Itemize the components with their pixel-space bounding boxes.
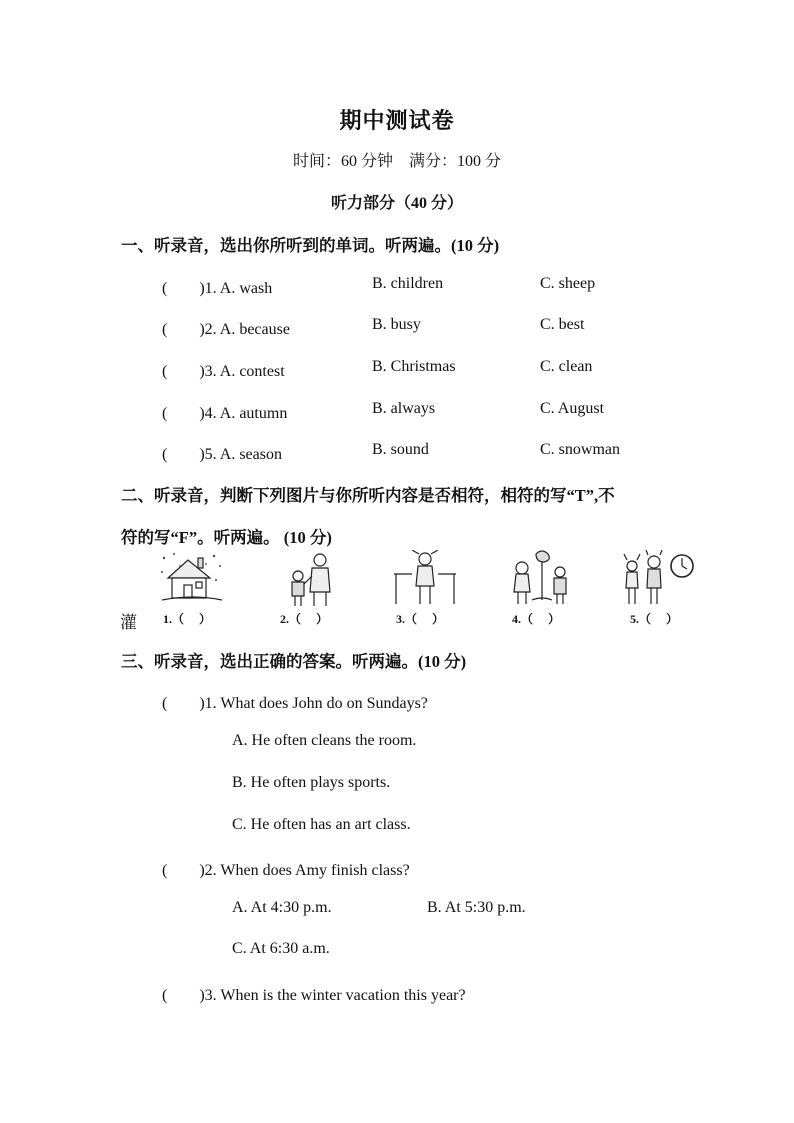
s3-q1-option-b: B. He often plays sports. [232,774,391,791]
s3-q2-option-c: C. At 6:30 a.m. [232,940,330,957]
picture-2-answer-box[interactable]: 2.（ ） [280,612,329,626]
picture-4-answer-box[interactable]: 4.（ ） [512,612,561,626]
s1-q5-option-c: C. snowman [540,441,620,458]
section1-heading: 一、听录音，选出你所听到的单词。听两遍。(10 分) [121,236,500,255]
s1-q5-option-b: B. sound [372,441,429,458]
s1-q4-option-c: C. August [540,400,605,417]
s3-question-3: ( )3. When is the winter vacation this year? [162,987,466,1004]
s1-q1-option-c: C. sheep [540,275,596,292]
s3-q2-option-b: B. At 5:30 p.m. [427,899,526,916]
s1-q5-option-a: ( )5. A. season [162,446,282,463]
picture-row [118,550,718,630]
s1-q3-option-a: ( )3. A. contest [162,363,285,380]
section3-heading: 三、听录音，选出正确的答案。听两遍。(10 分) [121,652,467,671]
s3-q1-option-a: A. He often cleans the room. [232,732,417,749]
s3-question-1: ( )1. What does John do on Sundays? [162,695,428,712]
s3-q2-option-a: A. At 4:30 p.m. [232,899,332,916]
s1-q1-option-a: ( )1. A. wash [162,280,273,297]
section2-heading-line2: 符的写“F”。听两遍。 (10 分) [121,528,332,547]
picture-1-answer-box[interactable]: 1.（ ） [163,612,212,626]
section2-heading-line1: 二、听录音，判断下列图片与你所听内容是否相符，相符的写“T”,不 [121,486,615,505]
s1-q2-option-a: ( )2. A. because [162,321,290,338]
s1-q3-option-b: B. Christmas [372,358,456,375]
s1-q1-option-b: B. children [372,275,444,292]
picture-5-answer-box[interactable]: 5.（ ） [630,612,679,626]
s1-q3-option-c: C. clean [540,358,593,375]
exam-meta: 时间：60 分钟 满分：100 分 [292,153,501,170]
picture-3-answer-box[interactable]: 3.（ ） [396,612,445,626]
page-title: 期中测试卷 [339,108,455,133]
stray-character: 灌 [120,613,137,632]
s1-q2-option-b: B. busy [372,316,421,333]
s1-q4-option-a: ( )4. A. autumn [162,405,288,422]
listening-part-heading: 听力部分（40 分） [330,195,463,212]
s1-q4-option-b: B. always [372,400,436,417]
s3-q1-option-c: C. He often has an art class. [232,816,411,833]
s3-question-2: ( )2. When does Amy finish class? [162,862,410,879]
s1-q2-option-c: C. best [540,316,585,333]
